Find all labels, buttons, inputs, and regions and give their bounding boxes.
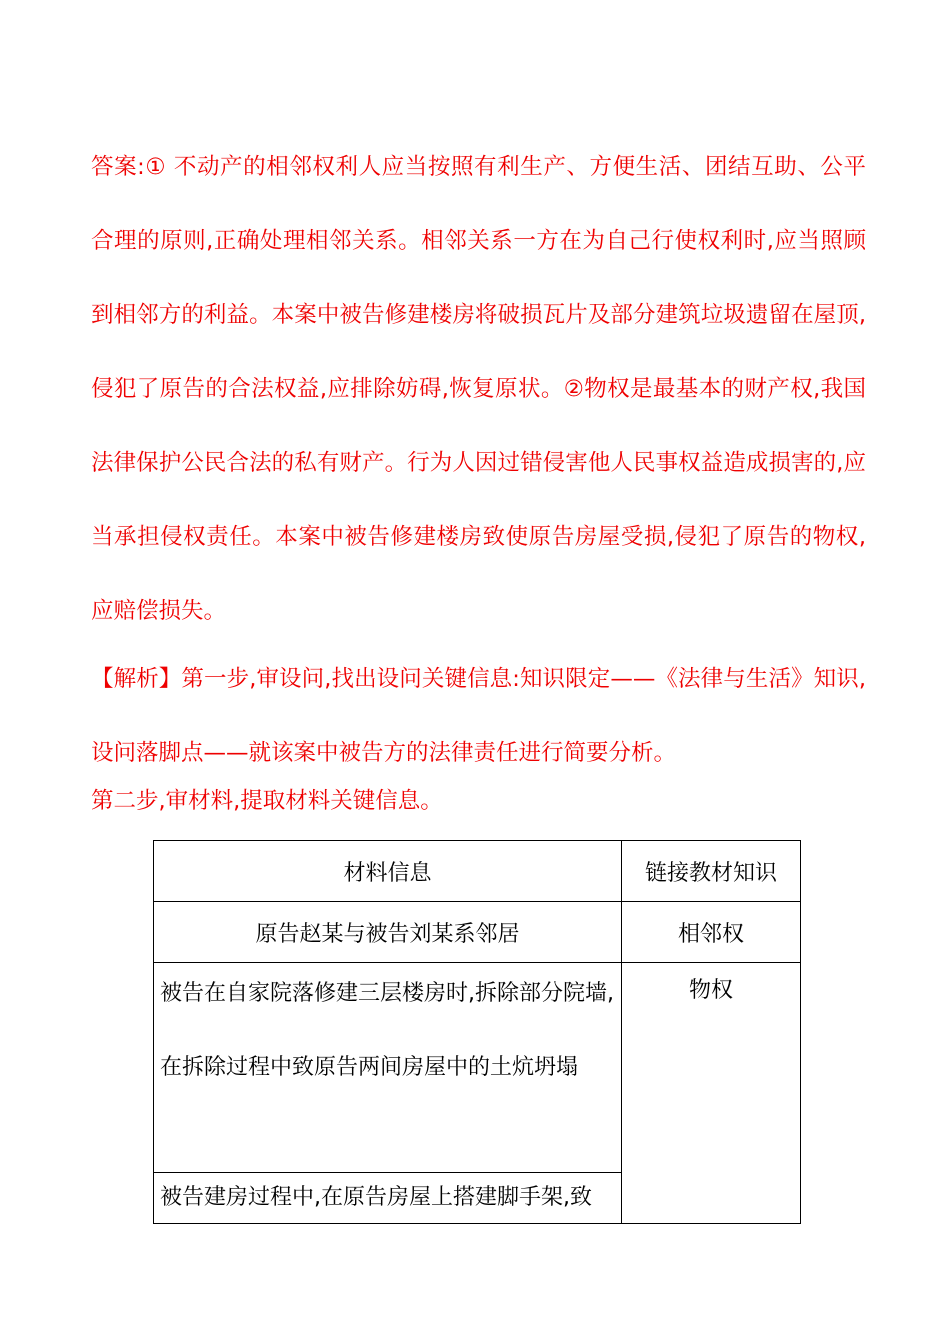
material-cell: 原告赵某与被告刘某系邻居 xyxy=(154,902,622,963)
header-material: 材料信息 xyxy=(154,841,622,902)
knowledge-cell: 物权 xyxy=(622,963,801,1224)
answer-paragraph: 答案:① 不动产的相邻权利人应当按照有利生产、方便生活、团结互助、公平合理的原则,正确处理相邻关系。相邻关系一方在为自己行使权利时,应当照顾到相邻方的利益。本案中被告修建楼房将破损瓦片及部分建筑垃圾遗留在屋顶,侵犯了原告的合法权益,应排除妨碍,恢复原状。②物权是最基本的财产权,我国法律保护公民合法的私有财产。行为人因过错侵害他人民事权益造成损害的,应当承担侵权责任。本案中被告修建楼房致使原告房屋受损,侵犯了原告的物权,应赔偿损失。 xyxy=(91,154,866,624)
material-cell: 被告建房过程中,在原告房屋上搭建脚手架,致 xyxy=(154,1173,622,1224)
material-cell-text: 被告在自家院落修建三层楼房时,拆除部分院墙,在拆除过程中致原告两间房屋中的土炕坍塌 xyxy=(160,981,614,1080)
material-info-table xyxy=(153,840,801,1224)
table-row xyxy=(154,963,801,1173)
table-header-row xyxy=(154,841,801,902)
analysis-paragraph: 【解析】第一步,审设问,找出设问关键信息:知识限定——《法律与生活》知识,设问落脚点——就该案中被告方的法律责任进行简要分析。 xyxy=(91,666,866,766)
step-two-paragraph: 第二步,审材料,提取材料关键信息。 xyxy=(91,788,443,814)
header-knowledge: 链接教材知识 xyxy=(622,841,801,902)
table-row xyxy=(154,902,801,963)
knowledge-cell: 相邻权 xyxy=(622,902,801,963)
material-cell xyxy=(154,963,622,1173)
